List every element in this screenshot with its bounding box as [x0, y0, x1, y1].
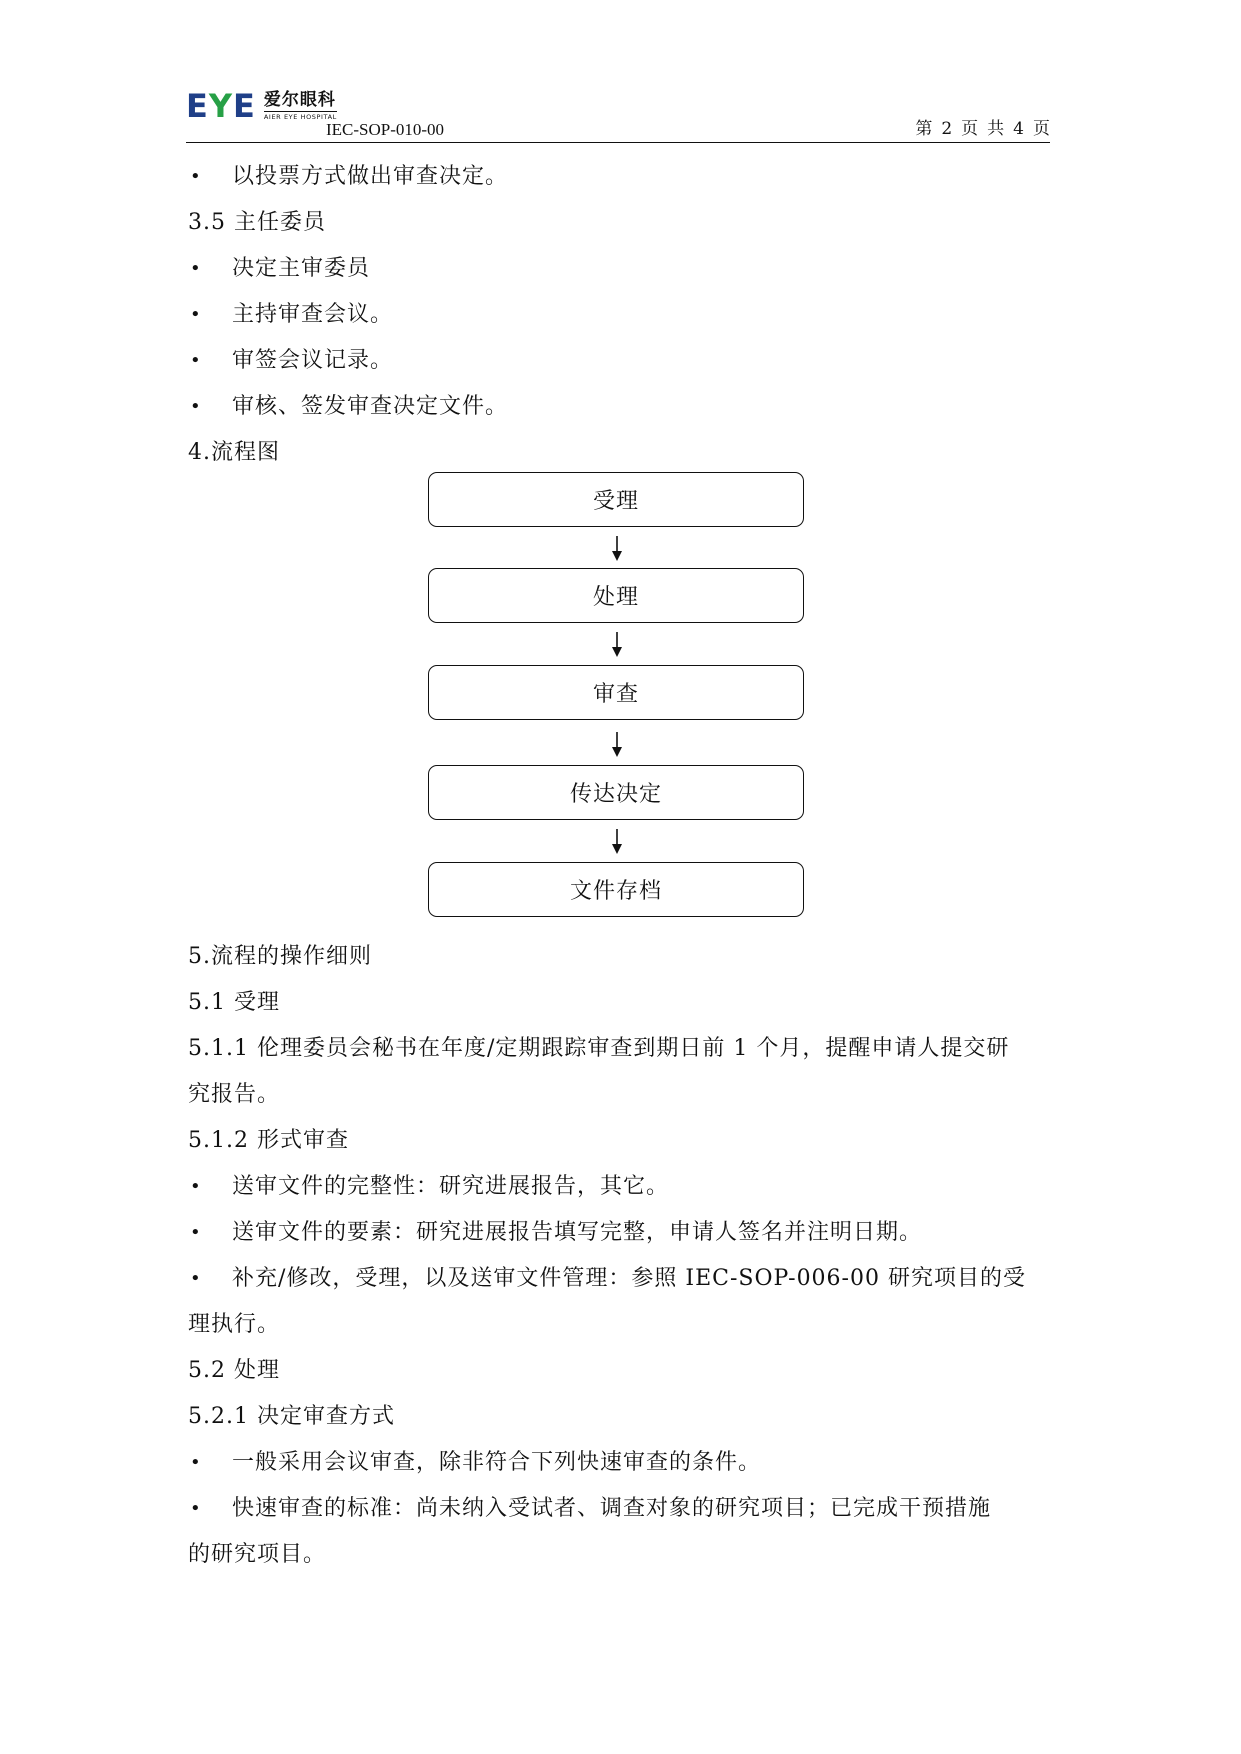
bullet: • — [190, 258, 201, 279]
section-heading: 4.流程图 — [188, 440, 280, 465]
bullet: • — [190, 1498, 201, 1519]
page-number-part: 4 — [1013, 119, 1024, 139]
page-header — [186, 86, 1050, 144]
body-line: 送审文件的完整性：研究进展报告，其它。 — [232, 1174, 670, 1199]
section-heading: 5.2 处理 — [188, 1358, 280, 1383]
flow-step-accept — [428, 472, 804, 527]
body-line: 主持审查会议。 — [232, 302, 394, 327]
section-heading: 5.1 受理 — [188, 990, 280, 1015]
body-line: 5.1.1 伦理委员会秘书在年度/定期跟踪审查到期日前 1 个月，提醒申请人提交研 — [188, 1036, 1010, 1061]
section-heading: 5.流程的操作细则 — [188, 944, 372, 969]
bullet: • — [190, 304, 201, 325]
down-arrow-icon — [610, 536, 624, 562]
bullet: • — [190, 396, 201, 417]
logo-english-name: AIER EYE HOSPITAL — [263, 113, 337, 121]
page-number-part: 共 — [987, 119, 1005, 139]
section-heading: 5.1.2 形式审查 — [188, 1128, 349, 1153]
flow-step-label: 文件存档 — [569, 879, 662, 904]
body-line: 究报告。 — [188, 1082, 281, 1107]
down-arrow-icon — [610, 632, 624, 658]
bullet: • — [190, 1176, 201, 1197]
logo-chinese-name: 爱尔眼科 — [263, 90, 336, 110]
section-heading: 5.2.1 决定审查方式 — [188, 1404, 395, 1429]
body-line: 决定主审委员 — [232, 256, 371, 281]
logo-text — [264, 90, 337, 122]
document-code: IEC-SOP-010-00 — [326, 120, 445, 139]
logo-mark-y: Y — [208, 87, 234, 125]
body-line: 以投票方式做出审查决定。 — [232, 164, 509, 189]
page-number-part: 页 — [961, 119, 979, 139]
flow-step-label: 受理 — [592, 489, 639, 514]
bullet: • — [190, 166, 201, 187]
flow-step-archive — [428, 862, 804, 917]
logo-mark-e1: E — [186, 87, 209, 125]
page-number-part: 页 — [1033, 119, 1050, 139]
page-number-part: 第 — [915, 119, 933, 139]
page-number-part: 2 — [941, 119, 953, 139]
body-line: 一般采用会议审查，除非符合下列快速审查的条件。 — [232, 1450, 762, 1475]
section-heading: 3.5 主任委员 — [188, 210, 326, 235]
down-arrow-icon — [610, 829, 624, 855]
body-line: 补充/修改，受理，以及送审文件管理：参照 IEC-SOP-006-00 研究项目的受 — [232, 1266, 1026, 1291]
down-arrow-icon — [610, 732, 624, 758]
bullet: • — [190, 1452, 201, 1473]
logo-mark — [186, 87, 256, 125]
flow-step-review — [428, 665, 804, 720]
body-line: 审核、签发审查决定文件。 — [232, 394, 509, 419]
flow-step-label: 处理 — [592, 585, 639, 610]
flow-step-label: 传达决定 — [569, 782, 662, 807]
page-number — [915, 118, 1050, 140]
body-line: 快速审查的标准：尚未纳入受试者、调查对象的研究项目；已完成干预措施 — [232, 1496, 992, 1521]
body-line: 的研究项目。 — [188, 1542, 327, 1567]
flow-step-communicate-decision — [428, 765, 804, 820]
body-line: 送审文件的要素：研究进展报告填写完整，申请人签名并注明日期。 — [232, 1220, 923, 1245]
logo-mark-e2: E — [233, 87, 256, 125]
bullet: • — [190, 1268, 201, 1289]
flow-step-label: 审查 — [592, 682, 639, 707]
flow-step-process — [428, 568, 804, 623]
header-rule — [186, 142, 1050, 143]
aier-eye-logo — [186, 87, 337, 126]
bullet: • — [190, 1222, 201, 1243]
body-line: 审签会议记录。 — [232, 348, 394, 373]
body-line: 理执行。 — [188, 1312, 281, 1337]
bullet: • — [190, 350, 201, 371]
